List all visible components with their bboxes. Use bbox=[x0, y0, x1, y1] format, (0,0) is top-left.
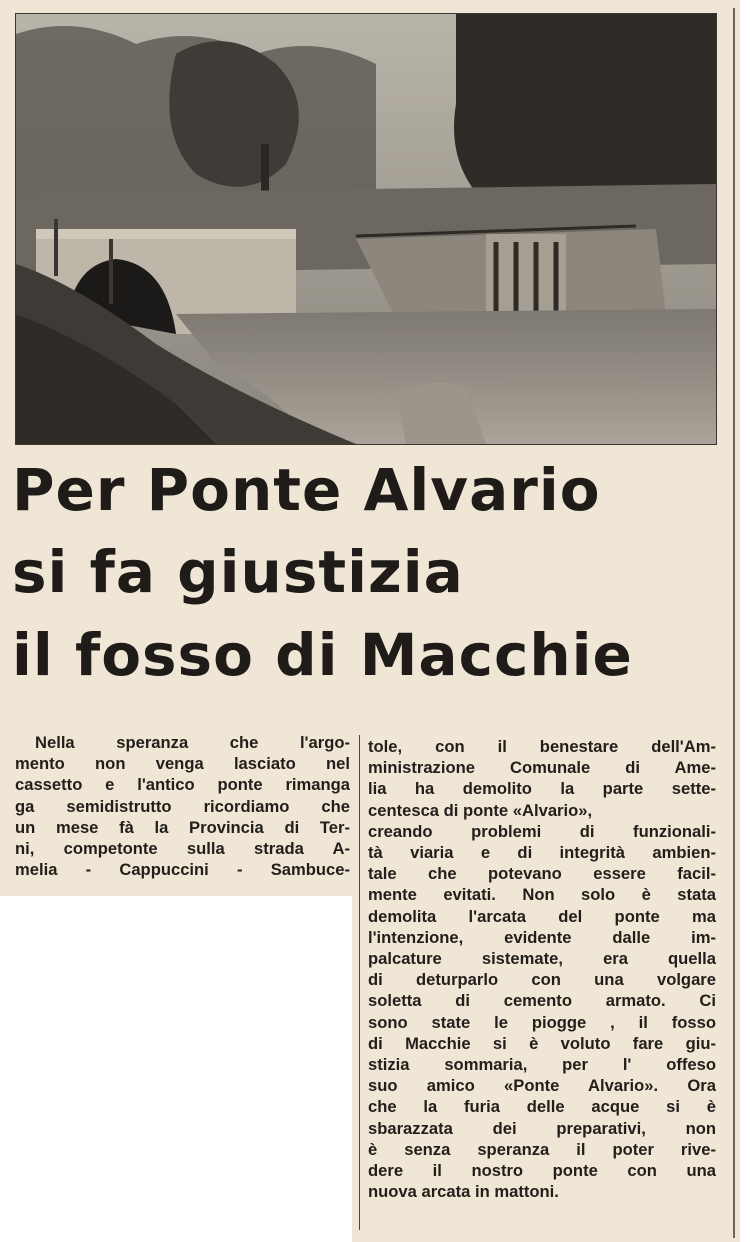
body-line: centesca di ponte «Alvario», bbox=[368, 800, 593, 820]
column-divider bbox=[359, 735, 360, 1230]
body-line: di deturparlo con una volgare bbox=[368, 970, 716, 990]
body-line: sbarazzata dei preparativi, non bbox=[368, 1118, 716, 1138]
body-line: tole, con il benestare dell'Am- bbox=[368, 737, 716, 756]
headline-line-1: Per Ponte Alvario bbox=[12, 456, 601, 524]
column-edge-rule bbox=[733, 8, 735, 1238]
body-line: tà viaria e di integrità ambien- bbox=[368, 843, 716, 863]
body-line: di Macchie si è voluto fare giu- bbox=[368, 1033, 716, 1053]
body-line: dere il nostro ponte con una bbox=[368, 1161, 716, 1181]
body-line: tale che potevano essere facil- bbox=[368, 864, 716, 884]
body-line: l'intenzione, evidente dalle im- bbox=[368, 927, 716, 947]
body-line: cassetto e l'antico ponte rimanga bbox=[15, 775, 350, 795]
body-line: ga semidistrutto ricordiamo che bbox=[15, 796, 350, 816]
body-line: demolita l'arcata del ponte ma bbox=[368, 906, 716, 926]
body-line: ministrazione Comunale di Ame- bbox=[368, 758, 716, 778]
article-photo bbox=[15, 13, 717, 445]
headline-line-3: il fosso di Macchie bbox=[12, 621, 633, 689]
landscape-photo-icon bbox=[16, 14, 716, 444]
body-line: melia - Cappuccini - Sambuce- bbox=[15, 860, 350, 880]
body-line: mente evitati. Non solo è stata bbox=[368, 885, 716, 905]
body-line: stizia sommaria, per l' offeso bbox=[368, 1055, 716, 1075]
article-body-right-column bbox=[368, 736, 716, 1202]
body-line: sono state le piogge , il fosso bbox=[368, 1012, 716, 1032]
body-line: mento non venga lasciato nel bbox=[15, 754, 350, 774]
body-line: creando problemi di funzionali- bbox=[368, 821, 716, 841]
body-line: palcature sistemate, era quella bbox=[368, 949, 716, 969]
body-line: nuova arcata in mattoni. bbox=[368, 1182, 559, 1202]
body-line: ni, competonte sulla strada A- bbox=[15, 839, 350, 859]
body-line: che la furia delle acque si è bbox=[368, 1097, 716, 1117]
headline-line-2: si fa giustizia bbox=[12, 538, 464, 606]
body-line: Nella speranza che l'argo- bbox=[35, 733, 350, 752]
article-body-left-column bbox=[15, 732, 350, 880]
body-line: un mese fà la Provincia di Ter- bbox=[15, 817, 350, 837]
body-line: suo amico «Ponte Alvario». Ora bbox=[368, 1076, 716, 1096]
body-line: è senza speranza il poter rive- bbox=[368, 1139, 716, 1159]
body-line: soletta di cemento armato. Ci bbox=[368, 991, 716, 1011]
body-line: lia ha demolito la parte sette- bbox=[368, 779, 716, 799]
